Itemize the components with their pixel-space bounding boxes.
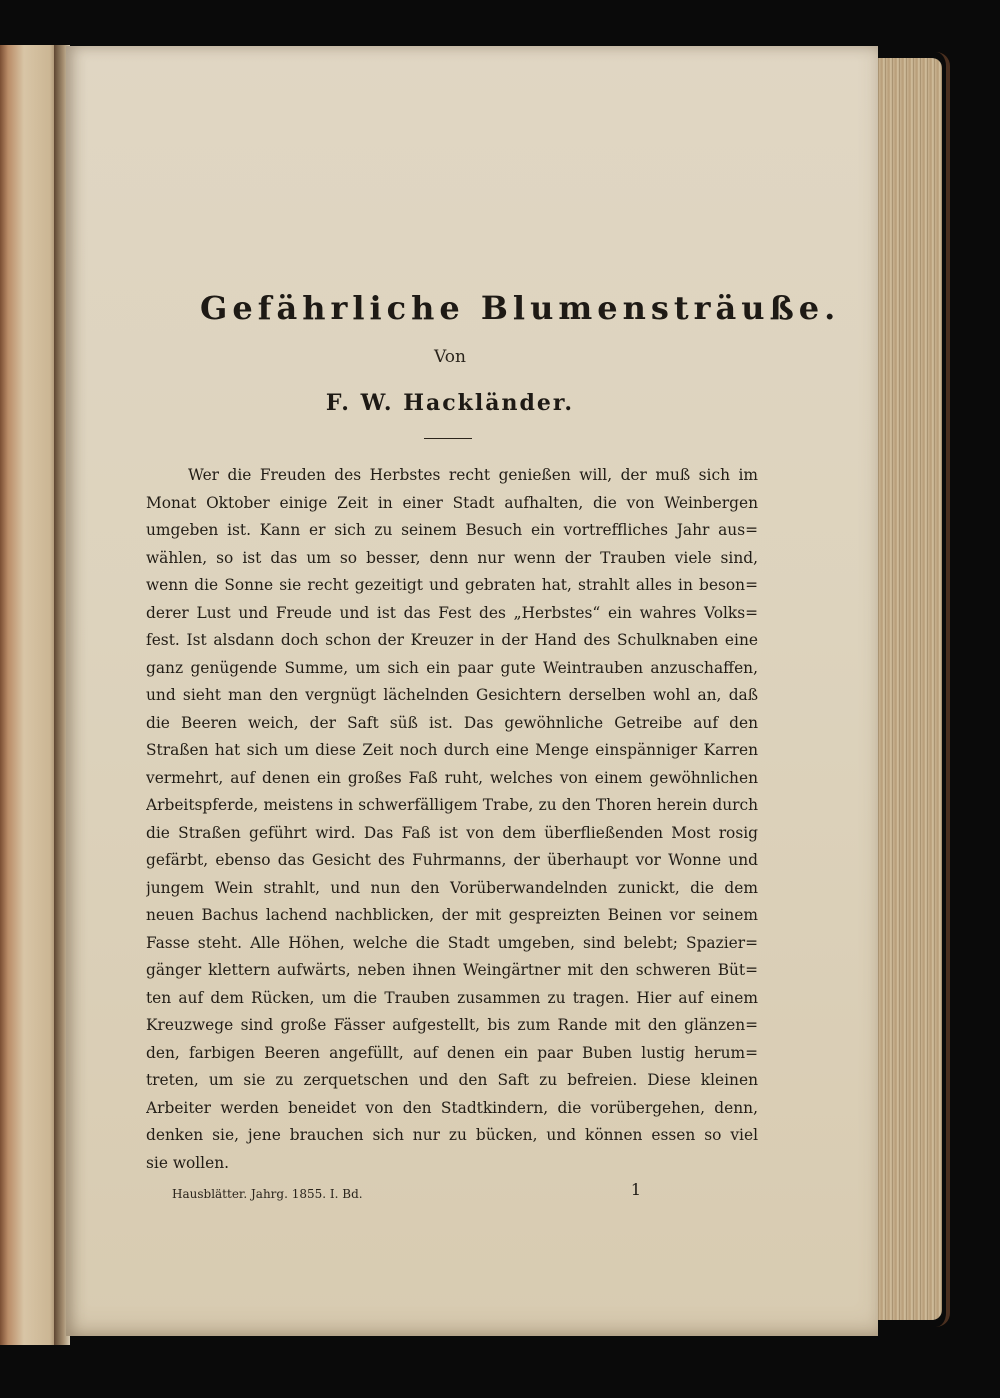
text-line: den, farbigen Beeren angefüllt, auf denen ein paar Buben lustig herum= — [146, 1043, 758, 1062]
page-stack-edge — [872, 58, 942, 1320]
text-line: vermehrt, auf denen ein großes Faß ruht, welches von einem gewöhnlichen — [146, 768, 758, 787]
text-line: und sieht man den vergnügt lächelnden Gesichtern derselben wohl an, daß — [146, 686, 758, 704]
page-number: 1 — [630, 1180, 642, 1199]
text-line: wählen, so ist das um so besser, denn nur wenn der Trauben viele sind, — [146, 548, 758, 567]
text-line: umgeben ist. Kann er sich zu seinem Besuch ein vortreffliches Jahr aus= — [146, 521, 758, 539]
text-line: ten auf dem Rücken, um die Trauben zusammen zu tragen. Hier auf einem — [146, 988, 758, 1007]
article-title: Gefährliche Blumensträuße. — [200, 289, 841, 327]
left-page-edge — [0, 45, 60, 1345]
text-line: jungem Wein strahlt, und nun den Vorüberwandelnden zunickt, die dem — [146, 878, 758, 897]
text-line: neuen Bachus lachend nachblicken, der mit gespreizten Beinen vor seinem — [146, 906, 758, 924]
text-line: fest. Ist alsdann doch schon der Kreuzer in der Hand des Schulknaben eine — [146, 631, 758, 649]
text-line: Fasse steht. Alle Höhen, welche die Stadt umgeben, sind belebt; Spazier= — [146, 933, 758, 952]
text-line: Kreuzwege sind große Fässer aufgestellt, bis zum Rande mit den glänzen= — [146, 1016, 758, 1034]
author-name: F. W. Hackländer. — [325, 390, 575, 416]
text-line: treten, um sie zu zerquetschen und den Saft zu befreien. Diese kleinen — [146, 1071, 758, 1089]
text-line: denken sie, jene brauchen sich nur zu bücken, und können essen so viel — [146, 1126, 758, 1144]
text-line: gefärbt, ebenso das Gesicht des Fuhrmanns, der überhaupt vor Wonne und — [146, 851, 758, 869]
text-line: derer Lust und Freude und ist das Fest des „Herbstes“ ein wahres Volks= — [146, 603, 758, 622]
text-line: wenn die Sonne sie recht gezeitigt und gebraten hat, strahlt alles in beson= — [146, 576, 758, 594]
text-line: Arbeitspferde, meistens in schwerfälligem Trabe, zu den Thoren herein durch — [146, 796, 758, 814]
text-line: Monat Oktober einige Zeit in einer Stadt aufhalten, die von Weinbergen — [146, 493, 758, 512]
text-line: die Beeren weich, der Saft süß ist. Das gewöhnliche Getreibe auf den — [146, 713, 758, 732]
text-line: ganz genügende Summe, um sich ein paar gute Weintrauben anzuschaffen, — [146, 658, 758, 677]
text-line: Arbeiter werden beneidet von den Stadtkindern, die vorübergehen, denn, — [146, 1098, 758, 1117]
byline: Von — [434, 347, 466, 367]
text-line: die Straßen geführt wird. Das Faß ist von dem überfließenden Most rosig — [146, 823, 758, 842]
text-line: Straßen hat sich um diese Zeit noch durch eine Menge einspänniger Karren — [146, 741, 758, 759]
title-rule — [424, 438, 472, 439]
body-paragraph — [146, 462, 758, 1177]
footer-citation: Hausblätter. Jahrg. 1855. I. Bd. — [172, 1187, 363, 1201]
text-line: sie wollen. — [146, 1153, 230, 1172]
text-line: Wer die Freuden des Herbstes recht genießen will, der muß sich im — [188, 466, 758, 484]
text-line: gänger klettern aufwärts, neben ihnen Weingärtner mit den schweren Büt= — [146, 961, 758, 979]
